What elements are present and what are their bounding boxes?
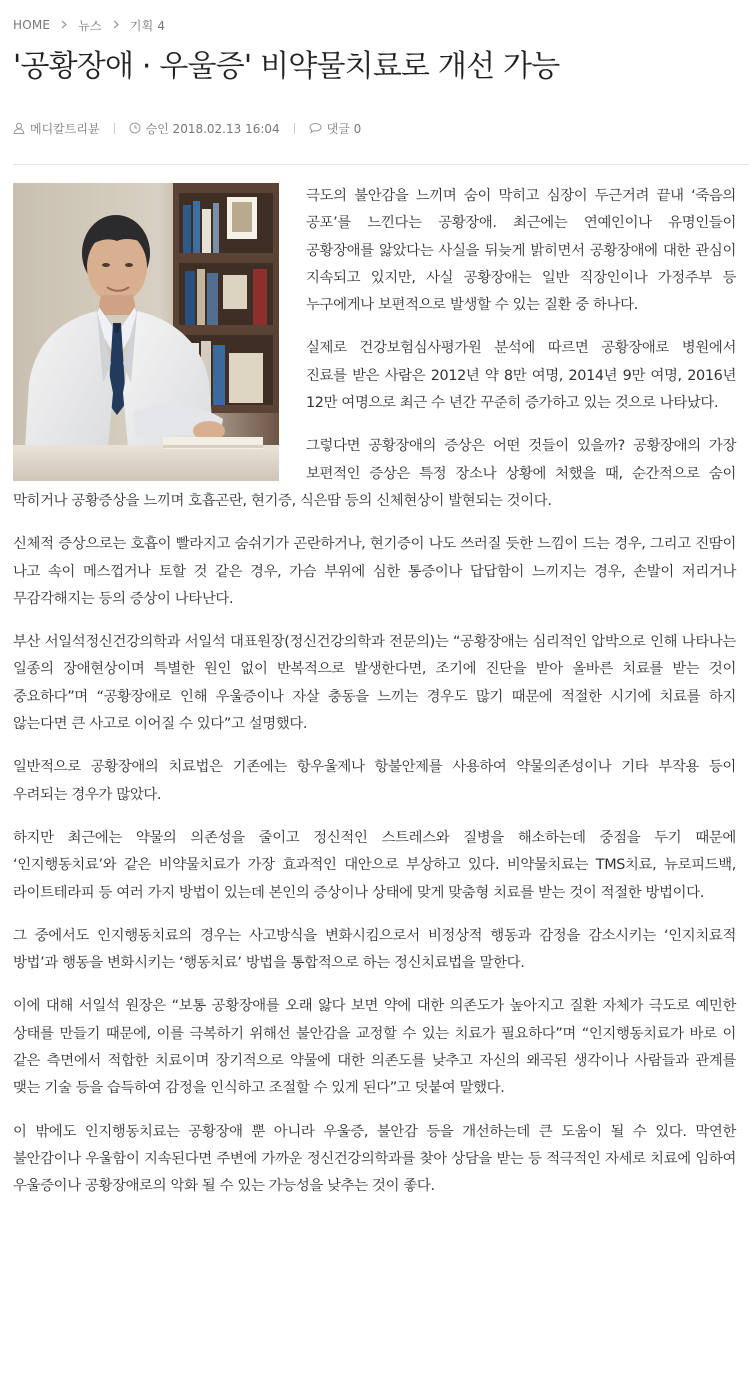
user-icon — [13, 122, 25, 134]
chevron-right-icon — [61, 19, 67, 32]
article-paragraph: 그 중에서도 인지행동치료의 경우는 사고방식을 변화시킴으로서 비정상적 행동과 감정을 감소시키는 ‘인지치료적 방법’과 행동을 변화시키는 ‘행동치료’ 방법을 통합적으로 하는 정신치료법을 말한다. — [13, 927, 736, 972]
breadcrumb — [13, 0, 736, 35]
article-meta — [13, 119, 736, 137]
meta-divider — [294, 123, 295, 134]
clock-icon — [129, 122, 141, 134]
header-divider — [13, 164, 749, 165]
article-title: '공황장애 · 우울증' 비약물치료로 개선 가능 — [13, 49, 560, 84]
comments-link[interactable] — [309, 120, 362, 137]
publish-info — [129, 120, 280, 137]
comment-icon — [309, 122, 322, 134]
meta-divider — [114, 123, 115, 134]
comment-count: 댓글 0 — [326, 121, 362, 136]
article-paragraph: 실제로 건강보험심사평가원 분석에 따르면 공황장애로 병원에서 진료를 받은 사람은 2012년 약 8만 여명, 2014년 9만 여명, 2016년 12만 여명으로 최근 수 년간 꾸준히 증가하고 있는 것으로 나타났다. — [306, 340, 736, 412]
article-paragraph: 부산 서일석정신건강의학과 서일석 대표원장(정신건강의학과 전문의)는 “공황장애는 심리적인 압박으로 인해 나타나는 일종의 장애현상이며 특별한 원인 없이 반복적으로 발생한다면, 조기에 진단을 받아 올바른 치료를 받는 것이 중요하다”며 “공황장애로 인해 우울증이나 자살 충동을 느끼는 경우도 많기 때문에 적절한 시기에 치료를 하지 않는다면 큰 사고로 이어질 수 있다”고 설명했다. — [13, 634, 737, 733]
article-paragraph: 이 밖에도 인지행동치료는 공황장애 뿐 아니라 우울증, 불안감 등을 개선하는데 큰 도움이 될 수 있다. 막연한 불안감이나 우울함이 지속된다면 주변에 가까운 정신건강의학과를 찾아 상담을 받는 등 적극적인 자세로 치료에 임하여 우울증이나 공황장애로의 악화 될 수 있는 가능성을 낮추는 것이 좋다. — [13, 1123, 736, 1195]
article-paragraph: 신체적 증상으로는 호흡이 빨라지고 숨쉬기가 곤란하거나, 현기증이 나도 쓰러질 듯한 느낌이 드는 경우, 그리고 진땀이 나고 속이 메스껍거나 토할 것 같은 경우, 가슴 부위에 심한 통증이나 답답함이 느끼지는 경우, 손발이 저리거나 무감각해지는 등의 증상이 나타난다. — [13, 536, 736, 607]
author-info — [13, 120, 100, 137]
article-paragraph: 극도의 불안감을 느끼며 숨이 막히고 심장이 두근거려 끝내 ‘죽음의 공포’를 느낀다는 공황장애. 최근에는 연예인이나 유명인들이 공황장애를 앓았다는 사실을 뒤늦게 밝히면서 공황장애에 대한 관심이 지속되고 있지만, 사실 공황장애는 일반 직장인이나 가정주부 등 누구에게나 보편적으로 발생할 수 있는 질환 중 하나다. — [306, 188, 736, 314]
article-body — [13, 183, 736, 1201]
breadcrumb-subsection-link[interactable]: 기획 4 — [129, 18, 166, 33]
chevron-right-icon — [113, 19, 119, 32]
article-paragraph: 하지만 최근에는 약물의 의존성을 줄이고 정신적인 스트레스와 질병을 해소하는데 중점을 두기 때문에 ‘인지행동치료’와 같은 비약물치료가 가장 효과적인 대안으로 부상하고 있다. 비약물치료는 TMS치료, 뉴로피드백, 라이트테라피 등 여러 가지 방법이 있는데 본인의 증상이나 상태에 맞게 맞춤형 치료를 받는 것이 적절한 방법이다. — [13, 829, 736, 901]
publish-date: 승인 2018.02.13 16:04 — [145, 121, 280, 136]
article-paragraph: 일반적으로 공황장애의 치료법은 기존에는 항우울제나 항불안제를 사용하여 약물의존성이나 기타 부작용 등이 우려되는 경우가 많았다. — [13, 759, 736, 803]
breadcrumb-section-link[interactable]: 뉴스 — [78, 18, 102, 33]
article-paragraph: 이에 대해 서일석 원장은 “보통 공황장애를 오래 앓다 보면 약에 대한 의존도가 높아지고 질환 자체가 극도로 예민한 상태를 만들기 때문에, 이를 극복하기 위해선 불안감을 교정할 수 있는 치료가 필요하다”며 “인지행동치료가 바로 이 같은 측면에서 적합한 치료이며 장기적으로 약물에 대한 의존도를 낮추고 자신의 왜곡된 생각이나 사람들과 관계를 맺는 기술 등을 습득하여 감정을 인식하고 조절할 수 있게 된다”고 덧붙여 말했다. — [13, 998, 736, 1097]
author-name: 메디칼트리뷴 — [30, 121, 100, 136]
doctor-portrait-photo — [13, 183, 279, 481]
article-paragraph: 그렇다면 공황장애의 증상은 어떤 것들이 있을까? 공황장애의 가장 보편적인 증상은 특정 장소나 상황에 처했을 때, 순간적으로 숨이 막히거나 공황증상을 느끼며 호흡곤란, 현기증, 식은땀 등의 신체현상이 발현되는 것이다. — [13, 438, 736, 509]
breadcrumb-home-link[interactable]: HOME — [13, 18, 51, 32]
